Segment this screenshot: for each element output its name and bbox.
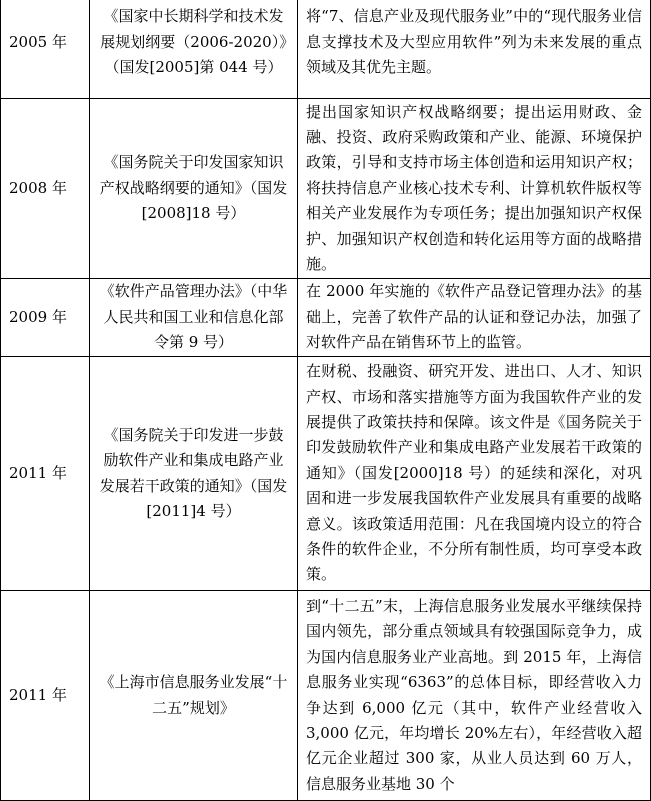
table-row xyxy=(1,591,651,801)
document-title: 《国家中长期科学和技术发展规划纲要（2006-2020）》（国发[2005]第 044 号） xyxy=(100,7,287,77)
year-cell xyxy=(1,357,90,591)
description-cell xyxy=(298,99,651,279)
year-text: 2009 年 xyxy=(9,307,67,326)
description-cell xyxy=(298,591,651,801)
description-text: 到“十二五”末，上海信息服务业发展水平继续保持国内领先，部分重点领域具有较强国际竞争力，成为国内信息服务业产业高地。到 2015 年，上海信息服务业实现“6363”的总体目标，即经营收入力争达到 6,000 亿元（其中，软件产业经营收入 3,000 亿元，年均增长 20%左右），年经营收入超亿元企业超过 300 家，从业人员达到 60 万人，信息服务业基地 30 个 xyxy=(306,596,642,793)
description-text: 在财税、投融资、研究开发、进出口、人才、知识产权、市场和落实措施等方面为我国软件产业的发展提供了政策扶持和保障。该文件是《国务院关于印发鼓励软件产业和集成电路产业发展若干政策的通知》（国发[2000]18 号）的延续和深化，对巩固和进一步发展我国软件产业发展具有重要的战略意义。该政策适用范围：凡在我国境内设立的符合条件的软件企业，不分所有制性质，均可享受本政策。 xyxy=(306,362,642,584)
year-cell xyxy=(1,591,90,801)
document-cell xyxy=(90,0,298,99)
description-cell xyxy=(298,357,651,591)
description-text: 提出国家知识产权战略纲要；提出运用财政、金融、投资、政府采购政策和产业、能源、环境保护政策，引导和支持市场主体创造和运用知识产权；将扶持信息产业核心技术专利、计算机软件版权等相关产业发展作为专项任务；提出加强知识产权保护、加强知识产权创造和转化运用等方面的战略措施。 xyxy=(306,102,642,274)
document-title: 《国务院关于印发国家知识产权战略纲要的通知》（国发[2008]18 号） xyxy=(99,153,288,223)
year-cell xyxy=(1,0,90,99)
year-text: 2005 年 xyxy=(9,32,67,51)
year-text: 2011 年 xyxy=(9,463,67,482)
document-title: 《软件产品管理办法》（中华人民共和国工业和信息化部令第 9 号） xyxy=(99,282,288,352)
description-text: 在 2000 年实施的《软件产品登记管理办法》的基础上，完善了软件产品的认证和登记办法，加强了对软件产品在销售环节上的监管。 xyxy=(306,282,642,352)
year-text: 2008 年 xyxy=(9,178,67,197)
document-cell xyxy=(90,357,298,591)
table-row xyxy=(1,357,651,591)
description-text: 将“7、信息产业及现代服务业”中的“现代服务业信息支撑技术及大型应用软件”列为未来发展的重点领域及其优先主题。 xyxy=(306,7,642,77)
document-title: 《国务院关于印发进一步鼓励软件产业和集成电路产业发展若干政策的通知》（国发[2011]4 号） xyxy=(99,425,288,520)
description-cell xyxy=(298,0,651,99)
table-row xyxy=(1,279,651,357)
document-cell xyxy=(90,591,298,801)
year-text: 2011 年 xyxy=(9,685,67,704)
description-cell xyxy=(298,279,651,357)
document-cell xyxy=(90,99,298,279)
year-cell xyxy=(1,279,90,357)
table-row xyxy=(1,0,651,99)
year-cell xyxy=(1,99,90,279)
document-title: 《上海市信息服务业发展“十二五”规划》 xyxy=(99,673,288,717)
table-row xyxy=(1,99,651,279)
document-cell xyxy=(90,279,298,357)
